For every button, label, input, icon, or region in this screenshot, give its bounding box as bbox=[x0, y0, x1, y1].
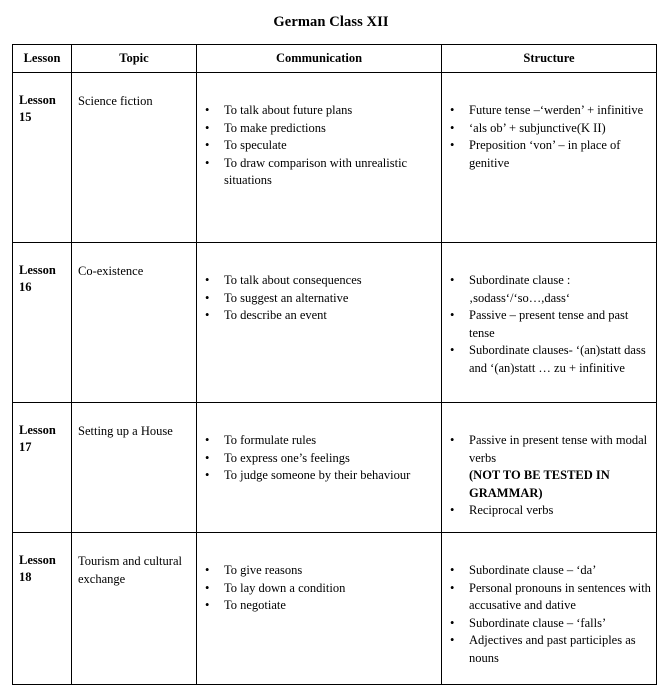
list-item: • Reciprocal verbs bbox=[442, 502, 652, 520]
column-header-topic: Topic bbox=[72, 45, 197, 73]
lesson-label: Lesson bbox=[19, 93, 56, 107]
list-item: • To judge someone by their behaviour bbox=[197, 467, 437, 485]
lesson-number: 18 bbox=[19, 570, 32, 584]
communication-cell bbox=[197, 243, 442, 403]
table-row bbox=[13, 403, 657, 533]
lesson-cell bbox=[13, 403, 72, 533]
grammar-note: (NOT TO BE TESTED IN GRAMMAR) bbox=[469, 468, 610, 500]
syllabus-table bbox=[12, 44, 657, 685]
column-header-lesson: Lesson bbox=[13, 45, 72, 73]
topic-cell: Co-existence bbox=[72, 243, 197, 403]
column-header-communication: Communication bbox=[197, 45, 442, 73]
list-item bbox=[442, 432, 652, 502]
list-item: • To formulate rules bbox=[197, 432, 437, 450]
lesson-number: 15 bbox=[19, 110, 32, 124]
column-header-structure: Structure bbox=[442, 45, 657, 73]
structure-cell bbox=[442, 533, 657, 685]
list-item: • To lay down a condition bbox=[197, 580, 437, 598]
list-item: • To make predictions bbox=[197, 120, 437, 138]
list-item: • Subordinate clause – ‘falls’ bbox=[442, 615, 652, 633]
list-item: • To negotiate bbox=[197, 597, 437, 615]
list-item: • To give reasons bbox=[197, 562, 437, 580]
topic-cell: Science fiction bbox=[72, 73, 197, 243]
table-row bbox=[13, 73, 657, 243]
list-item: • To talk about consequences bbox=[197, 272, 437, 290]
lesson-label: Lesson bbox=[19, 263, 56, 277]
structure-cell bbox=[442, 73, 657, 243]
structure-cell bbox=[442, 243, 657, 403]
list-item: • To draw comparison with unrealistic situations bbox=[197, 155, 437, 190]
lesson-cell bbox=[13, 533, 72, 685]
structure-text: Passive in present tense with modal verbs bbox=[469, 433, 648, 465]
table-row bbox=[13, 243, 657, 403]
structure-cell bbox=[442, 403, 657, 533]
topic-cell: Setting up a House bbox=[72, 403, 197, 533]
list-item: • Subordinate clause – ‘da’ bbox=[442, 562, 652, 580]
communication-cell bbox=[197, 403, 442, 533]
list-item: • Subordinate clauses- ‘(an)statt dass and ‘(an)statt … zu + infinitive bbox=[442, 342, 652, 377]
list-item: • To talk about future plans bbox=[197, 102, 437, 120]
table-header-row bbox=[13, 45, 657, 73]
lesson-cell bbox=[13, 73, 72, 243]
list-item: • To describe an event bbox=[197, 307, 437, 325]
lesson-number: 16 bbox=[19, 280, 32, 294]
communication-cell bbox=[197, 73, 442, 243]
list-item: • To suggest an alternative bbox=[197, 290, 437, 308]
list-item: • Preposition ‘von’ – in place of genitive bbox=[442, 137, 652, 172]
lesson-label: Lesson bbox=[19, 423, 56, 437]
communication-cell bbox=[197, 533, 442, 685]
list-item: • Subordinate clause : ‚sodass‘/‘so…,dass‘ bbox=[442, 272, 652, 307]
list-item: • Personal pronouns in sentences with accusative and dative bbox=[442, 580, 652, 615]
list-item: • Future tense –‘werden’ + infinitive bbox=[442, 102, 652, 120]
lesson-label: Lesson bbox=[19, 553, 56, 567]
lesson-number: 17 bbox=[19, 440, 32, 454]
list-item: • ‘als ob’ + subjunctive(K II) bbox=[442, 120, 652, 138]
lesson-cell bbox=[13, 243, 72, 403]
table-row bbox=[13, 533, 657, 685]
list-item: • Passive – present tense and past tense bbox=[442, 307, 652, 342]
list-item: • To express one’s feelings bbox=[197, 450, 437, 468]
list-item: • Adjectives and past participles as nouns bbox=[442, 632, 652, 667]
list-item: • To speculate bbox=[197, 137, 437, 155]
document-title: German Class XII bbox=[273, 14, 389, 30]
topic-cell: Tourism and cultural exchange bbox=[72, 533, 197, 685]
